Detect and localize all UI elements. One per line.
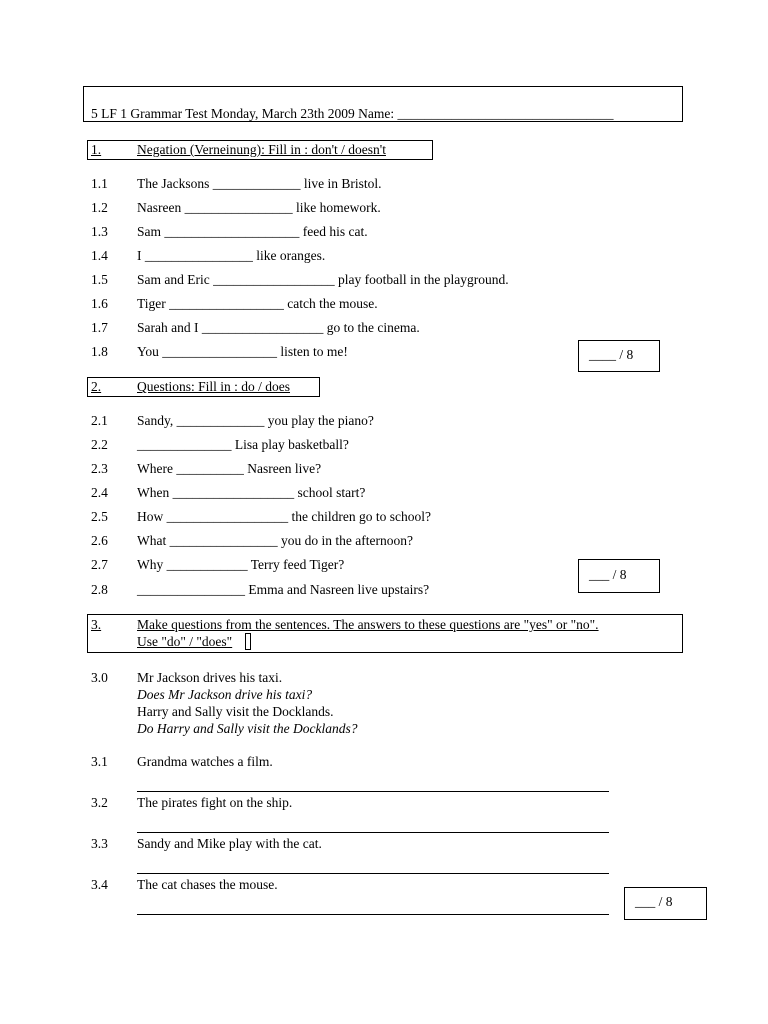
example-question: Do Harry and Sally visit the Docklands? [137, 721, 358, 736]
item-number: 1.8 [91, 344, 108, 359]
section3-title-line1: Make questions from the sentences. The answers to these questions are "yes" or "no". [137, 617, 599, 632]
item-text: Why ____________ Terry feed Tiger? [137, 557, 345, 572]
item-number: 2.2 [91, 437, 108, 452]
item-text: Sam ____________________ feed his cat. [137, 224, 368, 239]
item-number: 2.3 [91, 461, 108, 476]
text-cursor-mark [245, 633, 251, 650]
item-number: 3.1 [91, 754, 108, 769]
item-number: 1.2 [91, 200, 108, 215]
item-text: Nasreen ________________ like homework. [137, 200, 381, 215]
item-number: 2.8 [91, 582, 108, 597]
item-text: Sandy and Mike play with the cat. [137, 836, 322, 851]
item-number: 2.6 [91, 533, 108, 548]
section2-number: 2. [91, 379, 102, 394]
item-text: Tiger _________________ catch the mouse. [137, 296, 378, 311]
item-text: Sarah and I __________________ go to the cinema. [137, 320, 420, 335]
section1-number: 1. [91, 142, 102, 157]
answer-line[interactable] [137, 832, 609, 833]
section3-score: ___ / 8 [635, 894, 673, 909]
item-text: What ________________ you do in the afternoon? [137, 533, 413, 548]
item-text: How __________________ the children go to school? [137, 509, 431, 524]
item-text: When __________________ school start? [137, 485, 366, 500]
example-statement: Harry and Sally visit the Docklands. [137, 704, 334, 719]
item-number: 2.4 [91, 485, 108, 500]
header-title: 5 LF 1 Grammar Test Monday, March 23th 2009 Name: ________________________________ [91, 106, 614, 121]
item-text: The pirates fight on the ship. [137, 795, 293, 810]
item-text: ________________ Emma and Nasreen live upstairs? [137, 582, 430, 597]
item-number: 2.5 [91, 509, 108, 524]
section1-title: Negation (Verneinung): Fill in : don't / doesn't [137, 142, 386, 157]
item-text: The cat chases the mouse. [137, 877, 278, 892]
answer-line[interactable] [137, 791, 609, 792]
example-statement: Mr Jackson drives his taxi. [137, 670, 283, 685]
section3-number: 3. [91, 617, 102, 632]
item-number: 1.1 [91, 176, 108, 191]
item-number: 1.7 [91, 320, 108, 335]
item-number: 1.4 [91, 248, 108, 263]
item-text: ______________ Lisa play basketball? [137, 437, 349, 452]
item-number: 3.2 [91, 795, 108, 810]
item-text: Sandy, _____________ you play the piano? [137, 413, 374, 428]
answer-line[interactable] [137, 914, 609, 915]
item-text: Grandma watches a film. [137, 754, 273, 769]
item-number: 1.5 [91, 272, 108, 287]
item-text: The Jacksons _____________ live in Bristol. [137, 176, 382, 191]
item-number: 1.3 [91, 224, 108, 239]
item-number: 2.1 [91, 413, 108, 428]
item-text: Where __________ Nasreen live? [137, 461, 322, 476]
example-number: 3.0 [91, 670, 108, 685]
section1-score: ____ / 8 [589, 347, 634, 362]
item-number: 1.6 [91, 296, 108, 311]
item-number: 2.7 [91, 557, 108, 572]
item-text: Sam and Eric __________________ play football in the playground. [137, 272, 509, 287]
section3-title-line2: Use "do" / "does" [137, 634, 233, 649]
item-number: 3.4 [91, 877, 108, 892]
example-question: Does Mr Jackson drive his taxi? [137, 687, 313, 702]
section2-score: ___ / 8 [589, 567, 627, 582]
item-text: You _________________ listen to me! [137, 344, 348, 359]
section2-title: Questions: Fill in : do / does [137, 379, 291, 394]
item-number: 3.3 [91, 836, 108, 851]
answer-line[interactable] [137, 873, 609, 874]
item-text: I ________________ like oranges. [137, 248, 326, 263]
